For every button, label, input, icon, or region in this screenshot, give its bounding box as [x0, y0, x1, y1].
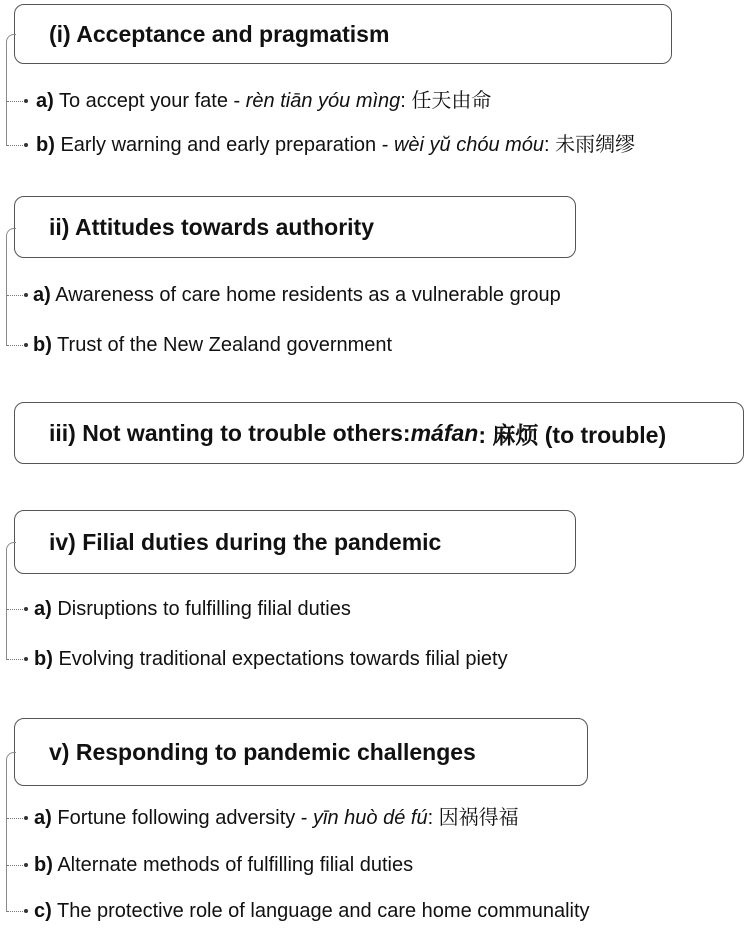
subtheme-text: Evolving traditional expectations towards filial piety: [52, 648, 508, 670]
subtheme-chinese: : 因祸得福: [427, 807, 519, 829]
connector-ii-b: [7, 345, 25, 346]
subtheme-pinyin: wèi yŭ chóu móu: [393, 134, 545, 156]
subtheme-v-a: [34, 806, 519, 830]
theme-title-iii-pinyin: máfan: [410, 419, 479, 446]
bracket-ii: [6, 228, 16, 346]
subtheme-text: Disruptions to fulfilling filial duties: [51, 598, 351, 620]
subtheme-iv-b: [34, 647, 508, 671]
subtheme-letter: b): [34, 854, 53, 876]
theme-title-i: (i) Acceptance and pragmatism: [49, 20, 390, 47]
bracket-i: [6, 34, 16, 146]
subtheme-text: Awareness of care home residents as a vulnerable group: [50, 284, 561, 306]
subtheme-letter: a): [34, 807, 52, 829]
theme-title-iii-prefix: iii) Not wanting to trouble others:: [49, 419, 411, 446]
theme-title-v: v) Responding to pandemic challenges: [49, 738, 476, 765]
connector-ii-a: [7, 295, 25, 296]
subtheme-pinyin: yīn huò dé fú: [313, 807, 428, 829]
subtheme-text: The protective role of language and care home communality: [51, 900, 590, 922]
connector-i-a: [7, 101, 25, 102]
subtheme-v-c: [34, 899, 590, 923]
theme-title-ii: ii) Attitudes towards authority: [49, 213, 374, 240]
theme-box-v: [14, 718, 588, 786]
subtheme-iv-a: [34, 597, 351, 621]
bracket-v: [6, 752, 16, 912]
subtheme-text: Early warning and early preparation -: [54, 134, 394, 156]
subtheme-letter: a): [36, 90, 54, 112]
connector-v-c: [7, 911, 25, 912]
subtheme-letter: b): [36, 134, 55, 156]
subtheme-letter: a): [33, 284, 51, 306]
subtheme-ii-b: [33, 333, 392, 357]
subtheme-letter: b): [34, 648, 53, 670]
theme-box-i: [14, 4, 672, 64]
connector-iv-b: [7, 659, 25, 660]
subtheme-i-b: [36, 133, 635, 157]
theme-box-iv: [14, 510, 576, 574]
subtheme-text: Trust of the New Zealand government: [51, 334, 393, 356]
theme-box-ii: [14, 196, 576, 258]
subtheme-chinese: : 任天由命: [400, 90, 492, 112]
subtheme-letter: a): [34, 598, 52, 620]
connector-i-b: [7, 145, 25, 146]
connector-v-b: [7, 865, 25, 866]
subtheme-text: Fortune following adversity -: [51, 807, 314, 829]
subtheme-chinese: : 未雨绸缪: [544, 134, 636, 156]
subtheme-pinyin: rèn tiān yóu mìng: [245, 90, 401, 112]
subtheme-i-a: [36, 89, 491, 113]
theme-title-iv: iv) Filial duties during the pandemic: [49, 528, 442, 555]
theme-box-iii: [14, 402, 744, 464]
subtheme-text: Alternate methods of fulfilling filial duties: [52, 854, 414, 876]
connector-v-a: [7, 818, 25, 819]
subtheme-letter: b): [33, 334, 52, 356]
subtheme-ii-a: [33, 283, 561, 307]
subtheme-text: To accept your fate -: [53, 90, 246, 112]
bracket-iv: [6, 542, 16, 660]
connector-iv-a: [7, 609, 25, 610]
subtheme-letter: c): [34, 900, 52, 922]
theme-title-iii-suffix: : 麻烦 (to trouble): [478, 421, 667, 448]
subtheme-v-b: [34, 853, 413, 877]
